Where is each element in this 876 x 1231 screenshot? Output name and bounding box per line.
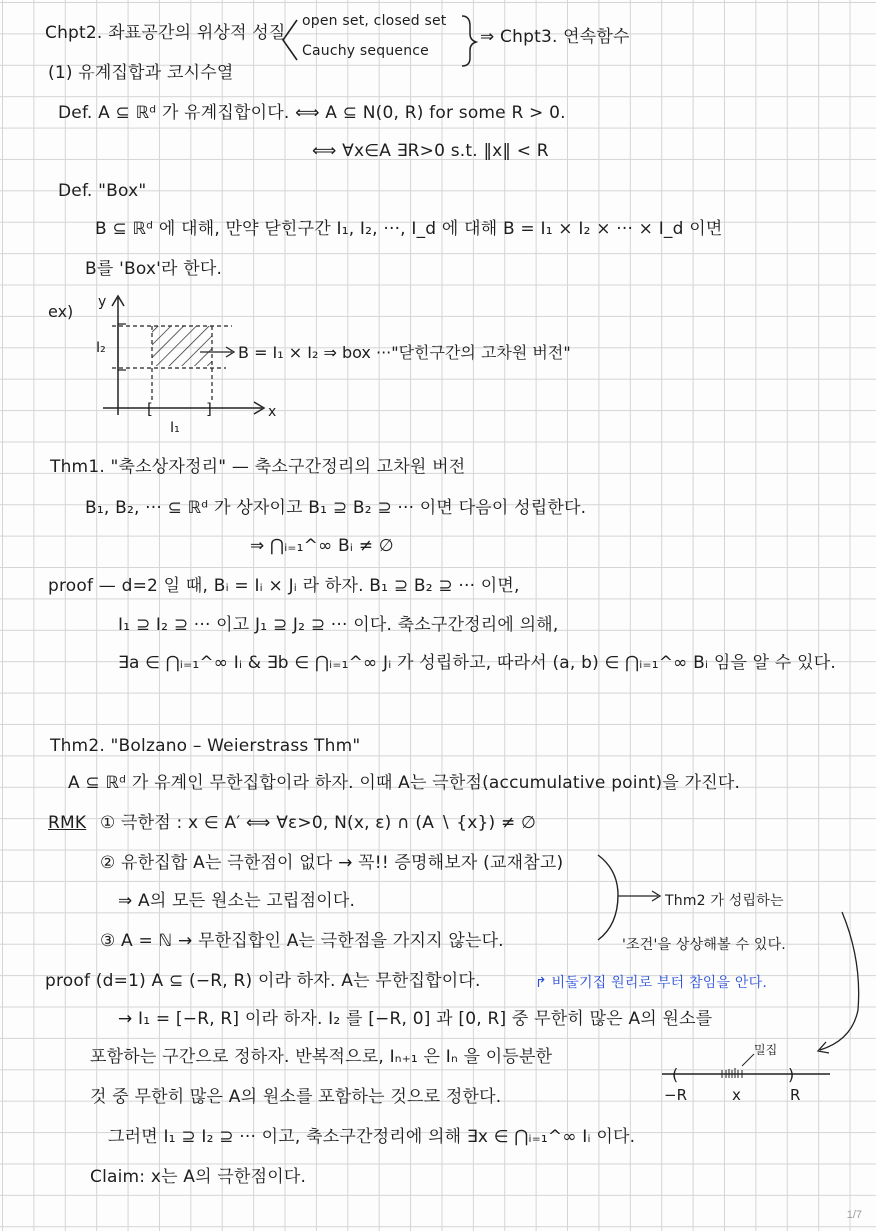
theorem1-title: Thm1. "축소상자정리" — 축소구간정리의 고차원 버전 [50, 457, 466, 477]
proof2-line2: → I₁ = [−R, R] 이라 하자. I₂ 를 [−R, 0] 과 [0, R] 중 무한히 많은 A의 원소를 [118, 1009, 713, 1029]
side-note-line1: Thm2 가 성립하는 [665, 893, 784, 909]
example-label: ex) [48, 302, 74, 321]
page-number: 1/7 [846, 1209, 862, 1221]
proof2-line5: 그러면 I₁ ⊇ I₂ ⊇ ··· 이고, 축소구간정리에 의해 ∃x ∈ ⋂ᵢ₌₁^∞ Iᵢ 이다. [108, 1127, 636, 1147]
brace-bottom-text: Cauchy sequence [302, 43, 429, 59]
brace-top-text: open set, closed set [302, 13, 447, 29]
i2-label: I₂ [96, 340, 106, 356]
long-connector-curve [820, 912, 859, 1050]
definition-bounded: Def. A ⊆ ℝᵈ 가 유계집합이다. ⟺ A ⊆ N(0, R) for some R > 0. [58, 103, 566, 123]
proof1-line1: proof — d=2 일 때, Bᵢ = Iᵢ × Jᵢ 라 하자. B₁ ⊇ B₂ ⊇ ··· 이면, [48, 576, 520, 596]
dense-ticks [722, 1068, 742, 1078]
number-line-left-label: −R [664, 1086, 687, 1104]
dense-note: 밀집 [754, 1043, 778, 1057]
next-chapter: ⇒ Chpt3. 연속함수 [480, 27, 630, 47]
proof2-line3: 포함하는 구간으로 정하자. 반복적으로, Iₙ₊₁ 은 Iₙ 을 이등분한 [90, 1047, 553, 1067]
proof2-line4: 것 중 무한히 많은 A의 원소를 포함하는 것으로 정한다. [90, 1087, 502, 1107]
box-equation: B = I₁ × I₂ ⇒ box ···"닫힌구간의 고차원 버전" [238, 343, 571, 362]
theorem2-title: Thm2. "Bolzano – Weierstrass Thm" [50, 736, 361, 756]
theorem1-conclusion: ⇒ ⋂ᵢ₌₁^∞ Bᵢ ≠ ∅ [250, 536, 394, 556]
remark1: ① 극한점 : x ∈ A′ ⟺ ∀ε>0, N(x, ε) ∩ (A ∖ {x}) ≠ ∅ [100, 813, 537, 833]
proof1-line3: ∃a ∈ ⋂ᵢ₌₁^∞ Iᵢ & ∃b ∈ ⋂ᵢ₌₁^∞ Jᵢ 가 성립하고, 따라서 (a, b) ∈ ⋂ᵢ₌₁^∞ Bᵢ 임을 알 수 있다. [118, 653, 836, 673]
y-axis-arrow [112, 296, 124, 306]
theorem2-statement: A ⊆ ℝᵈ 가 유계인 무한집합이라 하자. 이때 A는 극한점(accumulative point)을 가진다. [68, 773, 741, 793]
side-note-line2: '조건'을 상상해볼 수 있다. [622, 937, 786, 953]
bracket-right: ] [206, 400, 212, 418]
definition-bounded-equiv: ⟺ ∀x∈A ∃R>0 s.t. ‖x‖ < R [312, 141, 549, 161]
x-axis-label: x [268, 404, 277, 420]
remark2-consequence: ⇒ A의 모든 원소는 고립점이다. [118, 891, 356, 911]
remark-bracket-curve [598, 855, 618, 940]
right-curly-brace [462, 16, 476, 66]
theorem1-statement: B₁, B₂, ··· ⊆ ℝᵈ 가 상자이고 B₁ ⊇ B₂ ⊇ ··· 이면 다음이 성립한다. [85, 498, 587, 518]
hatched-box [152, 326, 212, 366]
remark-label: RMK [48, 813, 87, 833]
number-line-right-label: R [790, 1086, 801, 1104]
definition-box: Def. "Box" [58, 181, 147, 201]
remark2: ② 유한집합 A는 극한점이 없다 → 꼭!! 증명해보자 (교재참고) [100, 853, 564, 873]
claim-line: Claim: x는 A의 극한점이다. [90, 1167, 307, 1187]
proof2-blue-note: ↱ 비둘기집 원리로 부터 참임을 안다. [535, 975, 767, 991]
definition-box-line2: B를 'Box'라 한다. [85, 259, 223, 279]
section-heading: (1) 유계집합과 코시수열 [48, 63, 234, 83]
proof2-line1: proof (d=1) A ⊆ (−R, R) 이라 하자. A는 무한집합이다. [45, 971, 481, 991]
proof1-line2: I₁ ⊇ I₂ ⊇ ··· 이고 J₁ ⊇ J₂ ⊇ ··· 이다. 축소구간정리에 의해, [118, 615, 559, 635]
number-line-mid-label: x [732, 1086, 741, 1104]
y-axis-label: y [98, 294, 107, 310]
number-line-left-paren: ( [672, 1065, 679, 1084]
i1-label: I₁ [170, 420, 180, 436]
bracket-left: [ [147, 400, 153, 418]
remark3: ③ A = ℕ → 무한집합인 A는 극한점을 가지지 않는다. [100, 931, 504, 951]
number-line-right-paren: ) [788, 1065, 795, 1084]
x-axis-arrow [254, 402, 264, 414]
chapter-title: Chpt2. 좌표공간의 위상적 성질 [45, 23, 286, 43]
definition-box-line1: B ⊆ ℝᵈ 에 대해, 만약 닫힌구간 I₁, I₂, ···, I_d 에 대해 B = I₁ × I₂ × ··· × I_d 이면 [95, 219, 723, 239]
